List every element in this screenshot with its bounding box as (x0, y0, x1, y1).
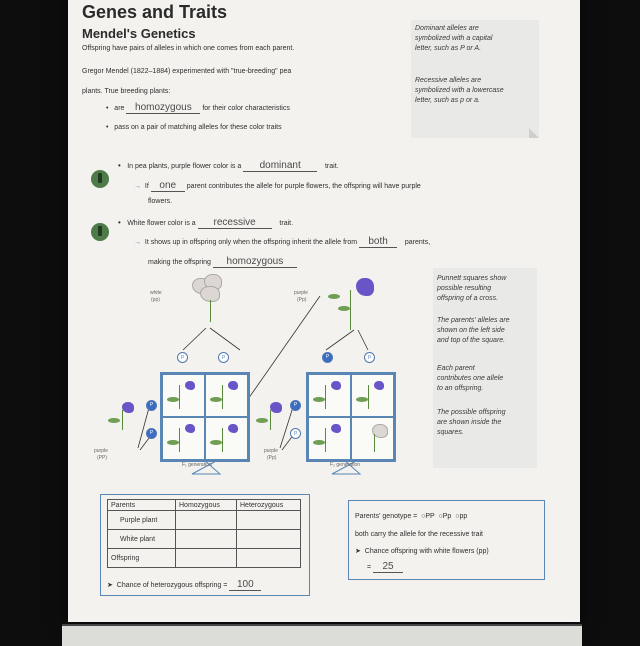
stem (179, 385, 180, 409)
allele-P-circle: P (146, 428, 157, 439)
punnett-cell (205, 374, 248, 417)
purple-petal (228, 424, 238, 433)
f1-generation-label: F₁ generation (182, 462, 212, 468)
mid-parent-genotype: (Pp) (267, 455, 277, 461)
stem (325, 428, 326, 452)
purple-petal (374, 381, 384, 390)
arrow-right-icon: ➤ (107, 582, 115, 589)
punnett-cell (308, 374, 351, 417)
purple-flower-small (106, 400, 142, 434)
stem (270, 410, 271, 430)
blank-homozygous-2[interactable]: homozygous (213, 256, 297, 268)
section-2-sub2-pre: making the offspring (148, 259, 211, 266)
table-cell-input[interactable] (176, 530, 237, 549)
tip-line: possible resulting (437, 285, 492, 292)
bullet-dot: • (106, 124, 113, 131)
genotype-option[interactable]: ○PP (419, 513, 435, 520)
stem (374, 434, 375, 452)
section-2-sub-pre: It shows up in offspring only when the offspring inherit the allele from (144, 239, 358, 246)
tip-note-6 (437, 408, 505, 438)
leaf (356, 397, 368, 402)
purple-petal (185, 381, 195, 390)
bullet-dot: • (118, 161, 126, 170)
section-2-pre: White flower color is a (127, 220, 196, 227)
blank-both[interactable]: both (359, 236, 397, 248)
chance-white-line (355, 547, 489, 555)
section-1-sub-cont: flowers. (148, 198, 173, 205)
allele-P-circle: P (146, 400, 157, 411)
table-cell-input[interactable] (176, 549, 237, 568)
white-parent-genotype: (pp) (151, 297, 160, 303)
tip-line: letter, such as P or A. (415, 45, 482, 52)
tip-line: Punnett squares show (437, 275, 507, 282)
leaf (210, 440, 222, 445)
tip-note-3 (437, 274, 506, 304)
leaf (256, 418, 268, 423)
chance-label: Chance of heterozygous offspring = (116, 582, 228, 589)
table-row-label: Purple plant (108, 511, 176, 530)
chance-white-value-line (367, 561, 403, 573)
left-parent-label: purple (94, 448, 108, 454)
chance-white-label: Chance offspring with white flowers (pp) (364, 548, 489, 555)
section-1-post: trait. (324, 163, 339, 170)
stem (179, 428, 180, 452)
table-cell-input[interactable] (176, 511, 237, 530)
tip-line: Recessive alleles are (415, 77, 482, 84)
leaf (210, 397, 222, 402)
intro-line-3: plants. True breeding plants: (82, 88, 171, 95)
tip-line: to an offspring. (437, 385, 484, 392)
table-cell-input[interactable] (237, 530, 301, 549)
heterozygous-table-box (100, 494, 310, 596)
section-1-sub-post: parent contributes the allele for purple flowers, the offspring will have purple (186, 183, 421, 190)
page-title: Genes and Traits (82, 2, 228, 22)
blank-dominant[interactable]: dominant (243, 160, 317, 172)
genotype-box (348, 500, 545, 580)
purple-petal (331, 381, 341, 390)
mid-parent-label: purple (264, 448, 278, 454)
tip-line: The possible offspring (437, 409, 506, 416)
genotype-option[interactable]: ○pp (453, 513, 468, 520)
bullet-dot: • (118, 218, 126, 227)
chance-heterozygous-line (107, 579, 261, 591)
bullet-dot: • (106, 105, 113, 112)
tip-line: and top of the square. (437, 337, 506, 344)
punnett-square-f1 (160, 372, 250, 462)
tip-line: offspring of a cross. (437, 295, 499, 302)
option-label: Pp (442, 513, 452, 520)
bullet-1-pre: are (114, 105, 125, 112)
allele-p-circle: p (290, 428, 301, 439)
blank-chance-heterozygous[interactable]: 100 (229, 579, 261, 591)
table-row-label: Offspring (108, 549, 176, 568)
table-row (108, 511, 301, 530)
intro-line-1: Offspring have pairs of alleles in which one comes from each parent. (82, 45, 295, 52)
genotype-option[interactable]: ○Pp (436, 513, 452, 520)
option-label: pp (459, 513, 468, 520)
blank-homozygous[interactable]: homozygous (126, 102, 200, 114)
punnett-cell (351, 374, 394, 417)
purple-petal (270, 402, 282, 413)
leaf (313, 397, 325, 402)
white-parent-label: white (150, 290, 162, 296)
tip-line: contributes one allele (437, 375, 504, 382)
section-1-pre: In pea plants, purple flower color is a (127, 163, 242, 170)
blank-chance-white[interactable]: 25 (373, 561, 403, 573)
section-subtitle: Mendel's Genetics (82, 26, 196, 41)
stem (222, 385, 223, 409)
table-cell-input[interactable] (237, 511, 301, 530)
option-label: PP (425, 513, 435, 520)
purple-flower-small (254, 400, 290, 434)
intro-line-2: Gregor Mendel (1822–1884) experimented with "true-breeding" pea (82, 68, 292, 75)
leaf (167, 440, 179, 445)
leaf (108, 418, 120, 423)
tip-line: letter, such as p or a. (415, 97, 480, 104)
blank-recessive[interactable]: recessive (198, 217, 272, 229)
tip-punnett (433, 268, 537, 468)
genotype-table (107, 499, 301, 568)
left-parent-genotype: (PP) (97, 455, 107, 461)
blank-one[interactable]: one (151, 180, 185, 192)
purple-parent-genotype: (Pp) (297, 297, 307, 303)
punnett-cell (162, 374, 205, 417)
table-row-label: White plant (108, 530, 176, 549)
tip-line: The parents' alleles are (437, 317, 510, 324)
table-cell-input[interactable] (237, 549, 301, 568)
purple-petal (122, 402, 134, 413)
equals-sign: = (367, 564, 372, 571)
bullet-1-post: for their color characteristics (202, 105, 290, 112)
recessive-carrier-line: both carry the allele for the recessive trait (355, 531, 484, 538)
tip-line: Dominant alleles are (415, 25, 479, 32)
purple-petal (228, 381, 238, 390)
punnett-cell (205, 417, 248, 460)
punnett-square-f2 (306, 372, 396, 462)
allele-p-circle: p (364, 352, 375, 363)
allele-p-circle: p (177, 352, 188, 363)
purple-petal (185, 424, 195, 433)
stem (122, 410, 123, 430)
tip-line: shown on the left side (437, 327, 505, 334)
allele-p-circle: p (218, 352, 229, 363)
section-2-post: trait. (279, 220, 294, 227)
section-1-sub-pre: If (144, 183, 149, 190)
tip-line: symbolized with a capital (415, 35, 493, 42)
stem (368, 385, 369, 409)
table-row (108, 530, 301, 549)
table-header-row (108, 500, 301, 511)
arrow-right-icon: ➤ (355, 548, 363, 555)
genotype-label: Parents' genotype = (355, 513, 418, 520)
tip-line: are shown inside the (437, 419, 502, 426)
tip-line: symbolized with a lowercase (415, 87, 504, 94)
table-header: Parents (108, 500, 176, 511)
stem (222, 428, 223, 452)
punnett-cell (351, 417, 394, 460)
f2-generation-label: F₂ generation (330, 462, 361, 468)
allele-P-circle: P (322, 352, 333, 363)
next-page-edge (62, 624, 582, 646)
leaf (313, 440, 325, 445)
purple-parent-label: purple (294, 290, 308, 296)
arrow-right-icon: → (134, 239, 143, 246)
allele-P-circle: P (290, 400, 301, 411)
leaf (167, 397, 179, 402)
table-header: Homozygous (176, 500, 237, 511)
tip-line: Each parent (437, 365, 475, 372)
tip-note-4 (437, 316, 510, 346)
tip-line: squares. (437, 429, 464, 436)
purple-petal (331, 424, 341, 433)
punnett-cell (308, 417, 351, 460)
parents-genotype-line (355, 513, 467, 520)
arrow-right-icon: → (134, 183, 143, 190)
section-2-sub-post: parents, (404, 239, 431, 246)
tip-note-5 (437, 364, 503, 394)
table-row (108, 549, 301, 568)
punnett-cell (162, 417, 205, 460)
bullet-2-text: pass on a pair of matching alleles for these color traits (114, 124, 282, 131)
stem (325, 385, 326, 409)
worksheet-page (68, 0, 580, 622)
table-header: Heterozygous (237, 500, 301, 511)
